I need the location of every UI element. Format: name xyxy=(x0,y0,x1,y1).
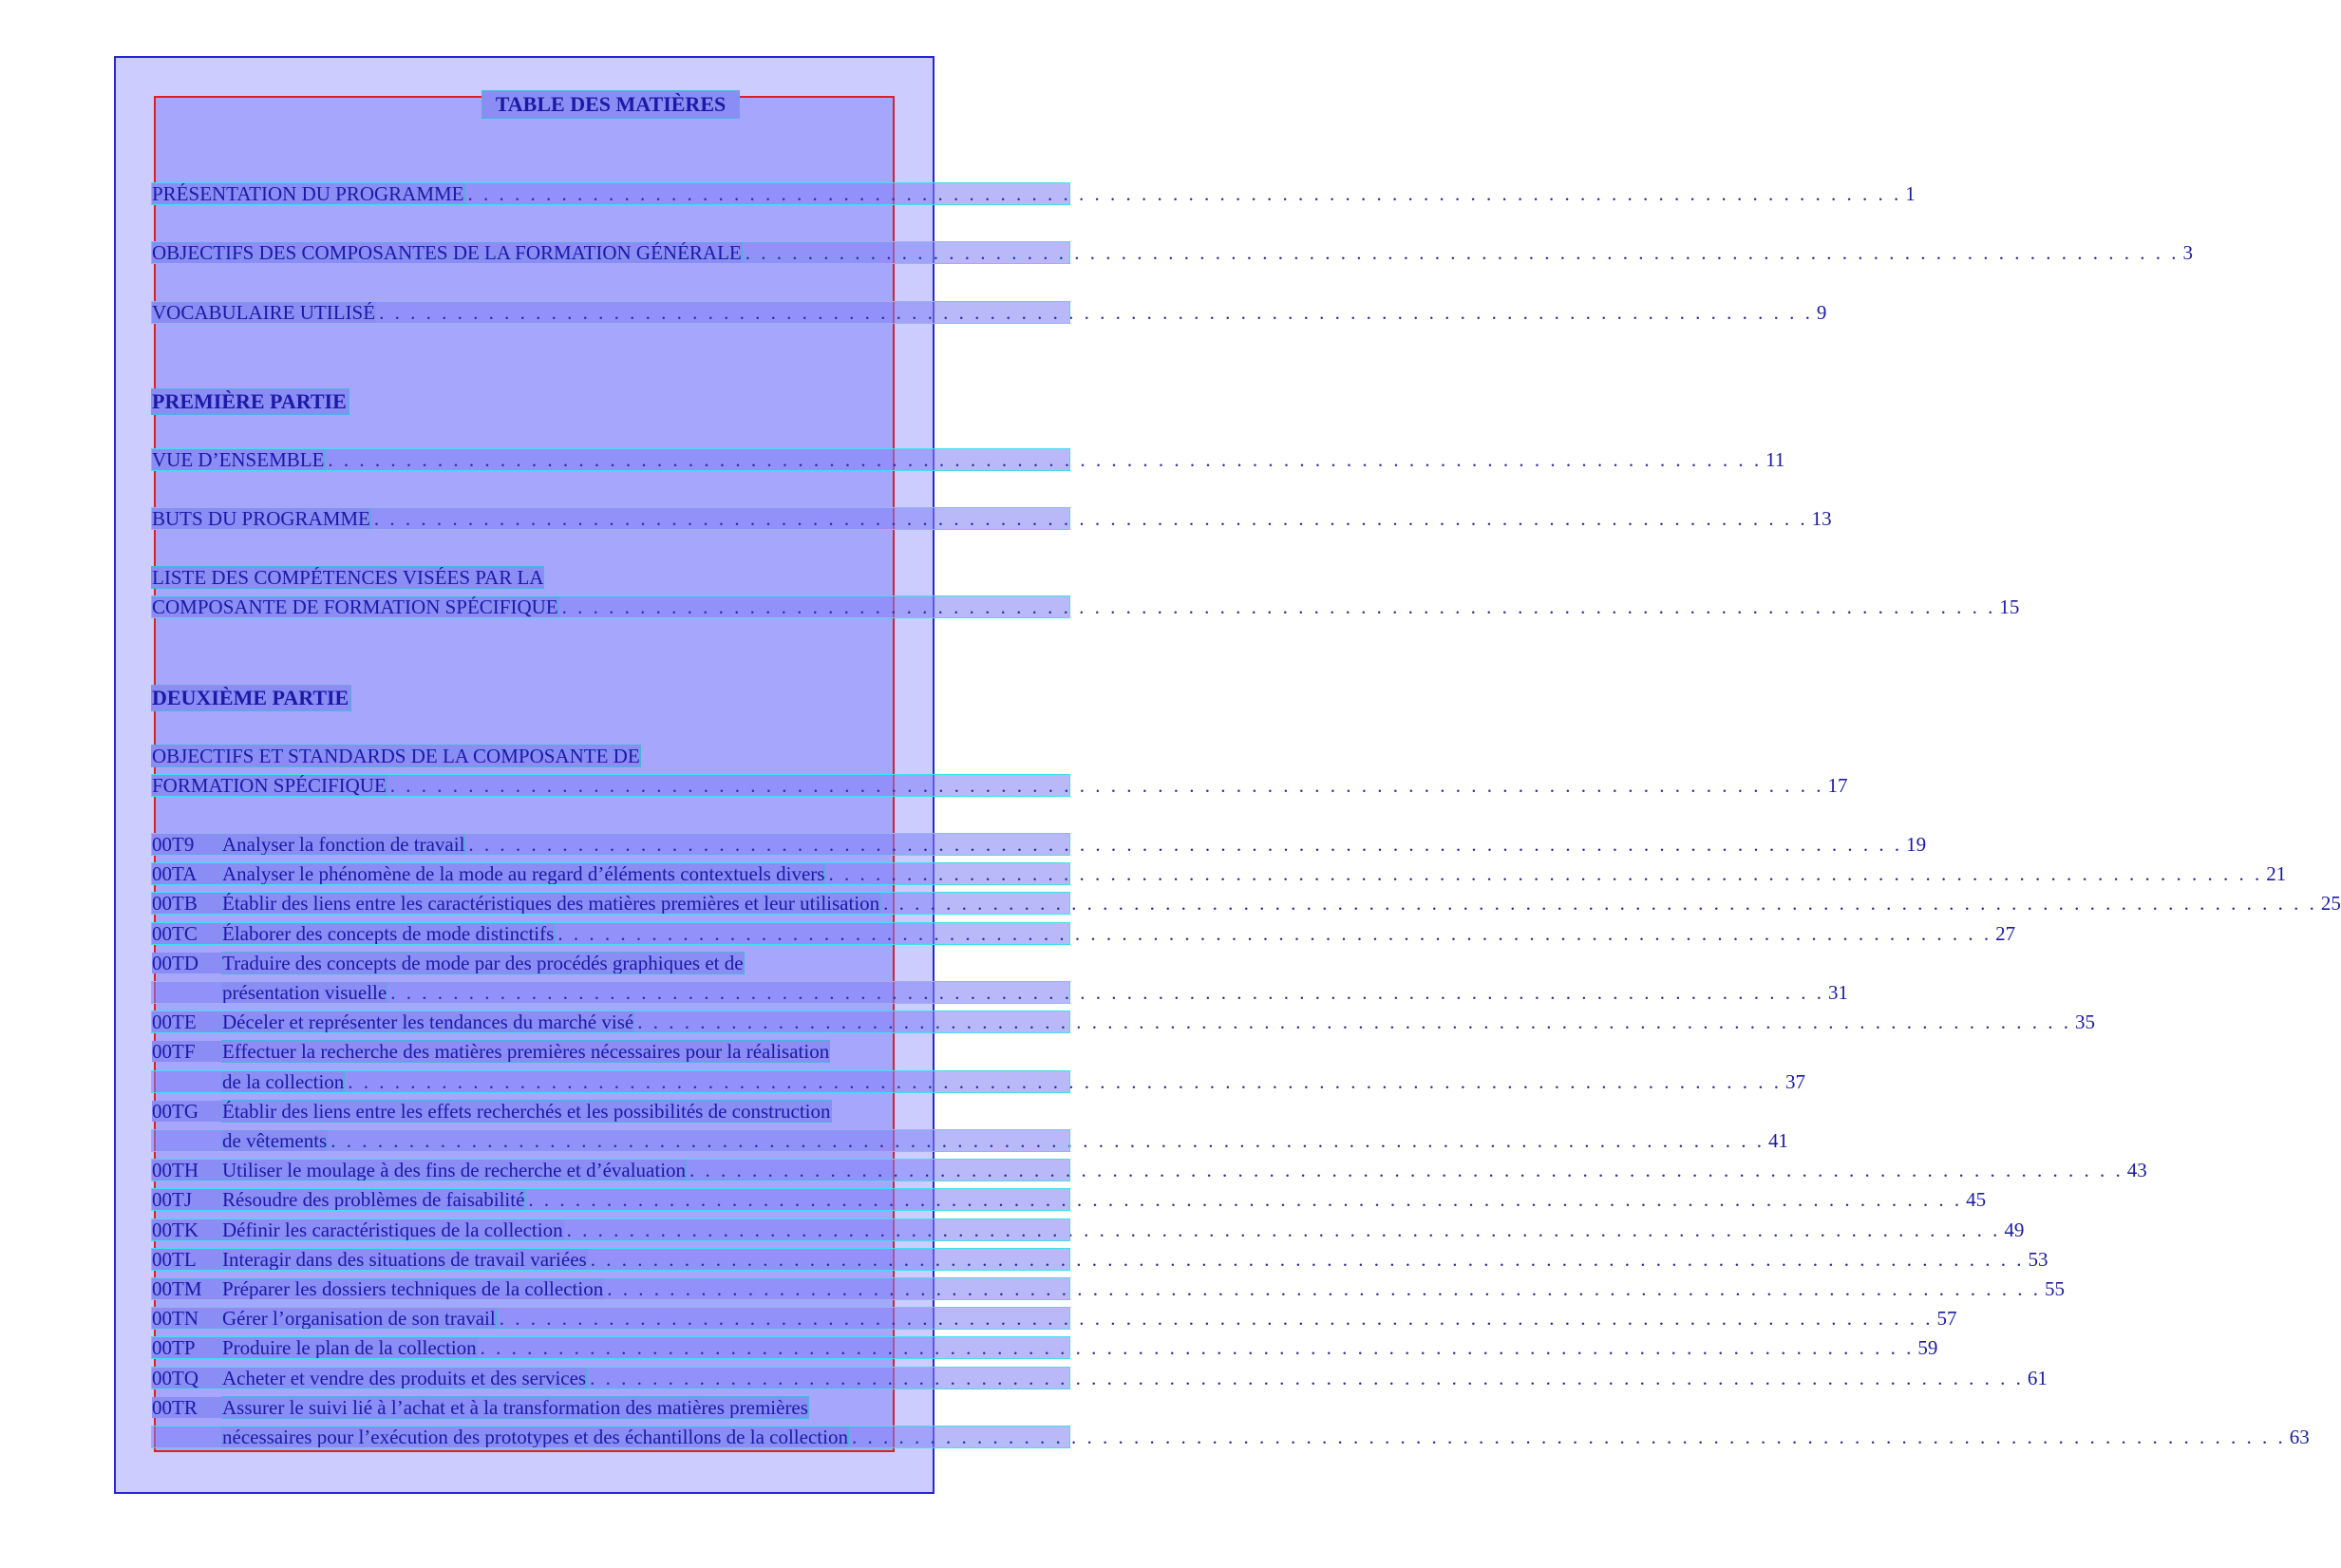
toc-item[interactable] xyxy=(152,1336,1938,1359)
toc-item[interactable] xyxy=(152,892,2341,915)
toc-page-number: 3 xyxy=(2182,241,2193,264)
competency-title-continued: nécessaires pour l’exécution des prototypes et des échantillons de la collection xyxy=(222,1426,848,1448)
toc-leader: . . . . . . . . . . . . . . . . . . . . . . . . . . . . . . . . . . . . . . . . . . . . . . . . . . . . . . . . . . . . . . . . . . . . . . . . . . . . . . . . . . . . . . . . . . . . xyxy=(480,1336,1915,1359)
section-heading-part1: PREMIÈRE PARTIE xyxy=(152,389,347,413)
toc-leader: . . . . . . . . . . . . . . . . . . . . . . . . . . . . . . . . . . . . . . . . . . . . . . . . . . . . . . . . . . . . . . . . . . . . . . . . . . . . . . . . . . . . . . . . . . . . xyxy=(528,1188,1963,1211)
toc-leader: . . . . . . . . . . . . . . . . . . . . . . . . . . . . . . . . . . . . . . . . . . . . . . . . . . . . . . . . . . . . . . . . . . . . . . . . . . . . . . . . . . . . . . . . . . . . xyxy=(566,1219,2001,1241)
toc-page-number: 49 xyxy=(2004,1219,2025,1241)
toc-page-number: 45 xyxy=(1966,1188,1987,1211)
competency-title: Interagir dans des situations de travail variées xyxy=(222,1248,587,1271)
toc-page-number: 1 xyxy=(1905,182,1916,205)
toc-item[interactable] xyxy=(152,1367,2048,1389)
toc-leader: . . . . . . . . . . . . . . . . . . . . . . . . . . . . . . . . . . . . . . . . . . . . . . . . . . . . . . . . . . . . . . . . . . . . . . . . . . . . . . . . . . . . . . . . . . . . xyxy=(373,507,1808,530)
competency-code: 00TH xyxy=(152,1160,222,1181)
page-title: TABLE DES MATIÈRES xyxy=(482,91,739,118)
competency-code: 00TD xyxy=(152,953,222,973)
competency-code: 00TF xyxy=(152,1041,222,1062)
toc-leader: . . . . . . . . . . . . . . . . . . . . . . . . . . . . . . . . . . . . . . . . . . . . . . . . . . . . . . . . . . . . . . . . . . . . . . . . . . . . . . . . . . . . . . . . . . . . xyxy=(467,182,1902,205)
toc-item[interactable] xyxy=(152,1426,2310,1448)
toc-item-line1[interactable] xyxy=(152,1397,808,1418)
toc-entry-competences[interactable] xyxy=(152,595,2020,618)
toc-entry-objectifs-formation-generale[interactable] xyxy=(152,241,2193,264)
toc-item[interactable] xyxy=(152,1159,2147,1181)
toc-item[interactable] xyxy=(152,981,1848,1004)
competency-title: Définir les caractéristiques de la collection xyxy=(222,1219,563,1241)
toc-page-number: 37 xyxy=(1785,1070,1806,1093)
toc-entry-presentation[interactable] xyxy=(152,182,1916,205)
toc-page-number: 55 xyxy=(2044,1277,2065,1300)
toc-entry-vue-ensemble[interactable] xyxy=(152,448,1785,471)
competency-title: Gérer l’organisation de son travail xyxy=(222,1307,496,1330)
toc-leader: . . . . . . . . . . . . . . . . . . . . . . . . . . . . . . . . . . . . . . . . . . . . . . . . . . . . . . . . . . . . . . . . . . . . . . . . . . . . . . . . . . . . . . . . . . . . xyxy=(499,1307,1934,1330)
toc-leader: . . . . . . . . . . . . . . . . . . . . . . . . . . . . . . . . . . . . . . . . . . . . . . . . . . . . . . . . . . . . . . . . . . . . . . . . . . . . . . . . . . . . . . . . . . . . xyxy=(745,241,2180,264)
toc-leader: . . . . . . . . . . . . . . . . . . . . . . . . . . . . . . . . . . . . . . . . . . . . . . . . . . . . . . . . . . . . . . . . . . . . . . . . . . . . . . . . . . . . . . . . . . . . xyxy=(328,448,1763,471)
toc-item-line1[interactable] xyxy=(152,953,744,973)
competency-code: 00TC xyxy=(152,923,222,944)
toc-item[interactable] xyxy=(152,1277,2065,1300)
competency-title: Assurer le suivi lié à l’achat et à la transformation des matières premières xyxy=(222,1396,808,1419)
competency-code: 00TE xyxy=(152,1011,222,1032)
competency-title: Analyser le phénomène de la mode au regard d’éléments contextuels divers xyxy=(222,862,825,885)
toc-page-number: 63 xyxy=(2289,1426,2310,1448)
competency-title-continued: présentation visuelle xyxy=(222,981,387,1004)
toc-page-number: 61 xyxy=(2027,1367,2048,1389)
competency-title: Déceler et représenter les tendances du marché visé xyxy=(222,1011,634,1033)
competency-code: 00TB xyxy=(152,893,222,914)
competency-title-continued: de la collection xyxy=(222,1070,345,1093)
toc-page-number: 13 xyxy=(1811,507,1832,530)
toc-item[interactable] xyxy=(152,1307,1957,1330)
toc-item-line1[interactable] xyxy=(152,1101,831,1122)
toc-page-number: 43 xyxy=(2126,1159,2147,1181)
toc-item[interactable] xyxy=(152,833,1927,856)
toc-leader: . . . . . . . . . . . . . . . . . . . . . . . . . . . . . . . . . . . . . . . . . . . . . . . . . . . . . . . . . . . . . . . . . . . . . . . . . . . . . . . . . . . . . . . . . . . . xyxy=(379,301,1813,324)
toc-leader: . . . . . . . . . . . . . . . . . . . . . . . . . . . . . . . . . . . . . . . . . . . . . . . . . . . . . . . . . . . . . . . . . . . . . . . . . . . . . . . . . . . . . . . . . . . . xyxy=(607,1277,2041,1300)
toc-entry-label: LISTE DES COMPÉTENCES VISÉES PAR LA xyxy=(152,566,544,589)
toc-entry-label: VOCABULAIRE UTILISÉ xyxy=(152,301,376,324)
toc-item[interactable] xyxy=(152,1219,2025,1241)
toc-page-number: 41 xyxy=(1767,1129,1788,1152)
competency-code: 00TL xyxy=(152,1249,222,1270)
toc-item-line1[interactable] xyxy=(152,1041,829,1062)
toc-leader: . . . . . . . . . . . . . . . . . . . . . . . . . . . . . . . . . . . . . . . . . . . . . . . . . . . . . . . . . . . . . . . . . . . . . . . . . . . . . . . . . . . . . . . . . . . . xyxy=(561,595,1996,618)
toc-entry-objectifs-standards[interactable] xyxy=(152,774,1848,797)
toc-leader: . . . . . . . . . . . . . . . . . . . . . . . . . . . . . . . . . . . . . . . . . . . . . . . . . . . . . . . . . . . . . . . . . . . . . . . . . . . . . . . . . . . . . . . . . . . . xyxy=(637,1011,2071,1033)
toc-leader: . . . . . . . . . . . . . . . . . . . . . . . . . . . . . . . . . . . . . . . . . . . . . . . . . . . . . . . . . . . . . . . . . . . . . . . . . . . . . . . . . . . . . . . . . . . . xyxy=(330,1129,1765,1152)
toc-item[interactable] xyxy=(152,922,2016,945)
toc-page-number: 19 xyxy=(1906,833,1927,856)
toc-leader: . . . . . . . . . . . . . . . . . . . . . . . . . . . . . . . . . . . . . . . . . . . . . . . . . . . . . . . . . . . . . . . . . . . . . . . . . . . . . . . . . . . . . . . . . . . . xyxy=(883,892,2317,915)
toc-page-number: 59 xyxy=(1917,1336,1938,1359)
toc-item[interactable] xyxy=(152,1188,1987,1211)
competency-title-continued: de vêtements xyxy=(222,1129,328,1152)
toc-item[interactable] xyxy=(152,1070,1806,1093)
toc-entry-label: OBJECTIFS ET STANDARDS DE LA COMPOSANTE DE xyxy=(152,745,640,767)
toc-entry-label: VUE D’ENSEMBLE xyxy=(152,448,325,471)
toc-leader: . . . . . . . . . . . . . . . . . . . . . . . . . . . . . . . . . . . . . . . . . . . . . . . . . . . . . . . . . . . . . . . . . . . . . . . . . . . . . . . . . . . . . . . . . . . . xyxy=(689,1159,2124,1181)
toc-page-number: 21 xyxy=(2266,862,2287,885)
competency-code: 00TA xyxy=(152,863,222,884)
competency-title: Élaborer des concepts de mode distinctifs xyxy=(222,922,555,945)
toc-leader: . . . . . . . . . . . . . . . . . . . . . . . . . . . . . . . . . . . . . . . . . . . . . . . . . . . . . . . . . . . . . . . . . . . . . . . . . . . . . . . . . . . . . . . . . . . . xyxy=(468,833,1903,856)
toc-page-number: 25 xyxy=(2320,892,2341,915)
toc-entry-label: FORMATION SPÉCIFIQUE xyxy=(152,774,387,797)
toc-entry-label: BUTS DU PROGRAMME xyxy=(152,507,370,530)
toc-page-number: 35 xyxy=(2074,1011,2095,1033)
toc-item[interactable] xyxy=(152,862,2287,885)
toc-leader: . . . . . . . . . . . . . . . . . . . . . . . . . . . . . . . . . . . . . . . . . . . . . . . . . . . . . . . . . . . . . . . . . . . . . . . . . . . . . . . . . . . . . . . . . . . . xyxy=(390,981,1824,1004)
toc-entry-buts-programme[interactable] xyxy=(152,507,1832,530)
competency-title: Établir des liens entre les effets recherchés et les possibilités de construction xyxy=(222,1100,831,1123)
section-heading-part2: DEUXIÈME PARTIE xyxy=(152,686,349,709)
competency-title: Établir des liens entre les caractéristiques des matières premières et leur utilisation xyxy=(222,892,880,915)
toc-item[interactable] xyxy=(152,1248,2048,1271)
toc-leader: . . . . . . . . . . . . . . . . . . . . . . . . . . . . . . . . . . . . . . . . . . . . . . . . . . . . . . . . . . . . . . . . . . . . . . . . . . . . . . . . . . . . . . . . . . . . xyxy=(557,922,1992,945)
toc-leader: . . . . . . . . . . . . . . . . . . . . . . . . . . . . . . . . . . . . . . . . . . . . . . . . . . . . . . . . . . . . . . . . . . . . . . . . . . . . . . . . . . . . . . . . . . . . xyxy=(389,774,1824,797)
toc-entry-vocabulaire[interactable] xyxy=(152,301,1827,324)
competency-code: 00T9 xyxy=(152,834,222,855)
competency-title: Produire le plan de la collection xyxy=(222,1336,477,1359)
competency-title: Résoudre des problèmes de faisabilité xyxy=(222,1188,525,1211)
toc-page-number: 31 xyxy=(1827,981,1848,1004)
competency-code: 00TN xyxy=(152,1308,222,1329)
competency-title: Traduire des concepts de mode par des procédés graphiques et de xyxy=(222,952,744,974)
toc-entry-objectifs-standards-line1[interactable] xyxy=(152,746,640,766)
toc-entry-label: OBJECTIFS DES COMPOSANTES DE LA FORMATION GÉNÉRALE xyxy=(152,241,742,264)
competency-code: 00TM xyxy=(152,1278,222,1299)
competency-code: 00TJ xyxy=(152,1189,222,1210)
toc-leader: . . . . . . . . . . . . . . . . . . . . . . . . . . . . . . . . . . . . . . . . . . . . . . . . . . . . . . . . . . . . . . . . . . . . . . . . . . . . . . . . . . . . . . . . . . . . xyxy=(348,1070,1783,1093)
toc-leader: . . . . . . . . . . . . . . . . . . . . . . . . . . . . . . . . . . . . . . . . . . . . . . . . . . . . . . . . . . . . . . . . . . . . . . . . . . . . . . . . . . . . . . . . . . . . xyxy=(851,1426,2286,1448)
toc-item[interactable] xyxy=(152,1129,1788,1152)
competency-code: 00TP xyxy=(152,1337,222,1358)
competency-code: 00TG xyxy=(152,1101,222,1122)
toc-entry-label: PRÉSENTATION DU PROGRAMME xyxy=(152,182,464,205)
toc-page-number: 11 xyxy=(1765,448,1785,471)
toc-leader: . . . . . . . . . . . . . . . . . . . . . . . . . . . . . . . . . . . . . . . . . . . . . . . . . . . . . . . . . . . . . . . . . . . . . . . . . . . . . . . . . . . . . . . . . . . . xyxy=(590,1248,2025,1271)
competency-code: 00TR xyxy=(152,1397,222,1418)
toc-item[interactable] xyxy=(152,1011,2095,1033)
toc-page-number: 27 xyxy=(1995,922,2016,945)
toc-leader: . . . . . . . . . . . . . . . . . . . . . . . . . . . . . . . . . . . . . . . . . . . . . . . . . . . . . . . . . . . . . . . . . . . . . . . . . . . . . . . . . . . . . . . . . . . . xyxy=(590,1367,2024,1389)
competency-title: Effectuer la recherche des matières premières nécessaires pour la réalisation xyxy=(222,1040,830,1063)
toc-page-number: 53 xyxy=(2028,1248,2048,1271)
toc-leader: . . . . . . . . . . . . . . . . . . . . . . . . . . . . . . . . . . . . . . . . . . . . . . . . . . . . . . . . . . . . . . . . . . . . . . . . . . . . . . . . . . . . . . . . . . . . xyxy=(828,862,2263,885)
competency-title: Utiliser le moulage à des fins de recherche et d’évaluation xyxy=(222,1159,687,1181)
competency-code: 00TK xyxy=(152,1219,222,1240)
toc-entry-label: COMPOSANTE DE FORMATION SPÉCIFIQUE xyxy=(152,595,558,618)
toc-page-number: 15 xyxy=(1999,595,2020,618)
competency-title: Analyser la fonction de travail xyxy=(222,833,465,856)
competency-title: Préparer les dossiers techniques de la collection xyxy=(222,1277,604,1300)
toc-page-number: 17 xyxy=(1827,774,1848,797)
toc-page-number: 9 xyxy=(1816,301,1827,324)
toc-entry-competences-line1[interactable] xyxy=(152,567,543,588)
competency-code: 00TQ xyxy=(152,1368,222,1389)
toc-page-number: 57 xyxy=(1936,1307,1957,1330)
competency-title: Acheter et vendre des produits et des services xyxy=(222,1367,587,1389)
